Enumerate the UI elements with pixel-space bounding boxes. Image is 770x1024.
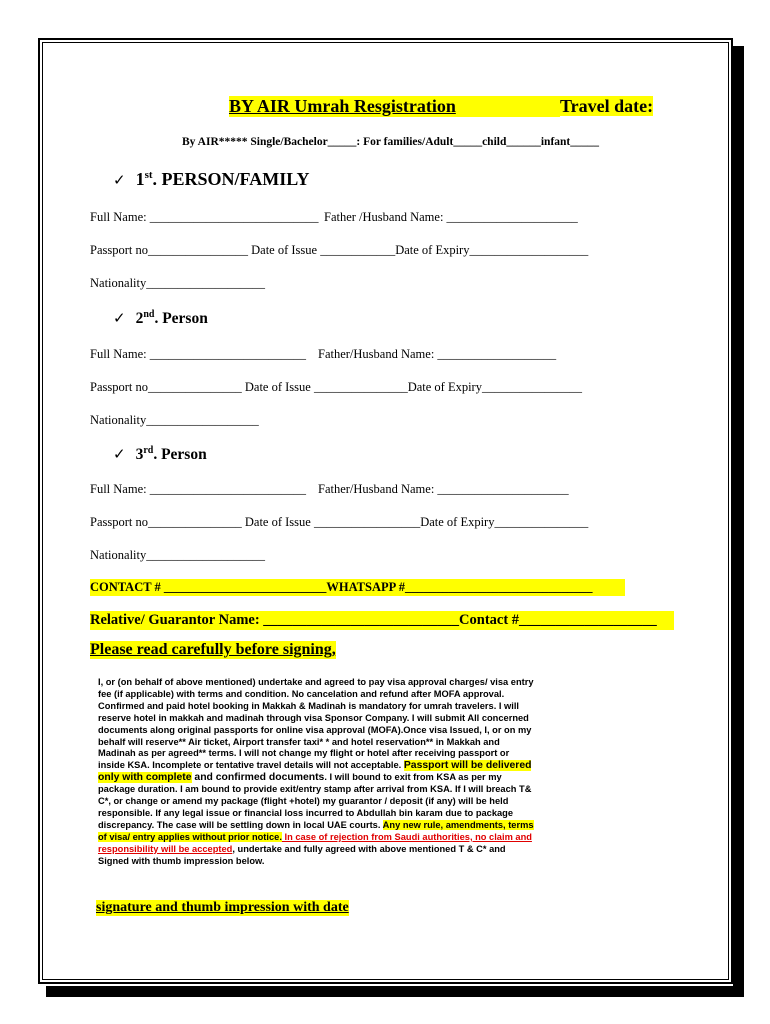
title-registration: BY AIR Umrah Resgistration: [229, 96, 560, 117]
person2-passport-field[interactable]: Passport no_______________ Date of Issue _______________Date of Expiry________________: [90, 380, 582, 394]
passport-delivery-highlight: Passport will be delivered only with complete: [98, 760, 532, 784]
person1-heading: ✓ 1st. PERSON/FAMILY: [113, 169, 310, 189]
travel-type-line: By AIR***** Single/Bachelor_____: For families/Adult_____child______infant_____: [182, 136, 599, 148]
new-rule-highlight: Any new rule, amendments, terms of visa/ entry applies without prior notice.: [98, 819, 534, 842]
person3-heading: ✓ 3rd. Person: [113, 445, 207, 464]
person3-passport-field[interactable]: Passport no_______________ Date of Issue _________________Date of Expiry_______________: [90, 515, 589, 529]
checkmark-icon: ✓: [113, 309, 126, 328]
title-travel-date: Travel date:: [560, 96, 654, 116]
person2-full-name-field[interactable]: Full Name: _________________________: [90, 347, 306, 361]
person3-full-name-field[interactable]: Full Name: _________________________: [90, 482, 306, 496]
checkmark-icon: ✓: [113, 445, 126, 464]
page-shadow-bottom: [46, 986, 744, 997]
person1-nationality-field[interactable]: Nationality___________________: [90, 276, 265, 290]
checkmark-icon: ✓: [113, 171, 126, 189]
terms-and-conditions: I, or (on behalf of above mentioned) undertake and agreed to pay visa approval charges/ visa entry fee (if applicable) with terms and condition. No cancelation and refund after MOFA approval. Confirmed and paid hotel booking in Makkah & Madinah is mandatory for umrah travelers. I will reserve hotel in makkah and madinah through visa Sponsor Company. I will submit All concerned documents along original passports for online visa approval (MOFA).Once visa Issued, I, or on my behalf will reserve** Air ticket, Airport transfer taxi* * and hotel reservation** in Makkah and Madinah as per agreed** terms. I will not change my flight or hotel after receiving passport or inside KSA. Incomplete or tentative travel details will not acceptable. Passport will be delivered only with complete and confirmed documents. I will bound to exit from KSA as per my package duration. I am bound to provide exit/entry stamp after arrival from KSA. If I will breach T& C*, or change or amend my package (flight +hotel) my guarantor / deposit (if any) will be held responsible. If any legal issue or financial loss incurred to Abdullah bin karam due to package discrepancy. The case will be settling down in local UAE courts. Any new rule, amendments, terms of visa/ entry applies without prior notice. In case of rejection from Saudi authorities, no claim and responsibility will be accepted, undertake and fully agreed with above mentioned T & C* and Signed with thumb impression below.: [98, 677, 534, 866]
person3-nationality-field[interactable]: Nationality___________________: [90, 548, 265, 562]
form-title: [229, 96, 653, 117]
person1-father-name-field[interactable]: Father /Husband Name: _____________________: [324, 210, 578, 224]
signature-label: signature and thumb impression with date: [96, 900, 349, 915]
page-shadow-right: [733, 46, 744, 997]
relative-guarantor-field[interactable]: Relative/ Guarantor Name: ___________________________Contact #___________________: [90, 611, 674, 630]
please-read-heading: Please read carefully before signing,: [90, 641, 336, 658]
person1-full-name-field[interactable]: Full Name: ___________________________: [90, 210, 319, 224]
contact-whatsapp-field[interactable]: CONTACT # __________________________WHATSAPP #______________________________: [90, 579, 625, 596]
person2-father-name-field[interactable]: Father/Husband Name: ___________________: [318, 347, 557, 361]
person2-heading: ✓ 2nd. Person: [113, 309, 208, 328]
person3-father-name-field[interactable]: Father/Husband Name: _____________________: [318, 482, 569, 496]
person1-passport-field[interactable]: Passport no________________ Date of Issue ____________Date of Expiry___________________: [90, 243, 589, 257]
rejection-warning: In case of rejection from Saudi authorities, no claim and responsibility will be accepted: [98, 831, 532, 854]
person2-nationality-field[interactable]: Nationality__________________: [90, 413, 259, 427]
